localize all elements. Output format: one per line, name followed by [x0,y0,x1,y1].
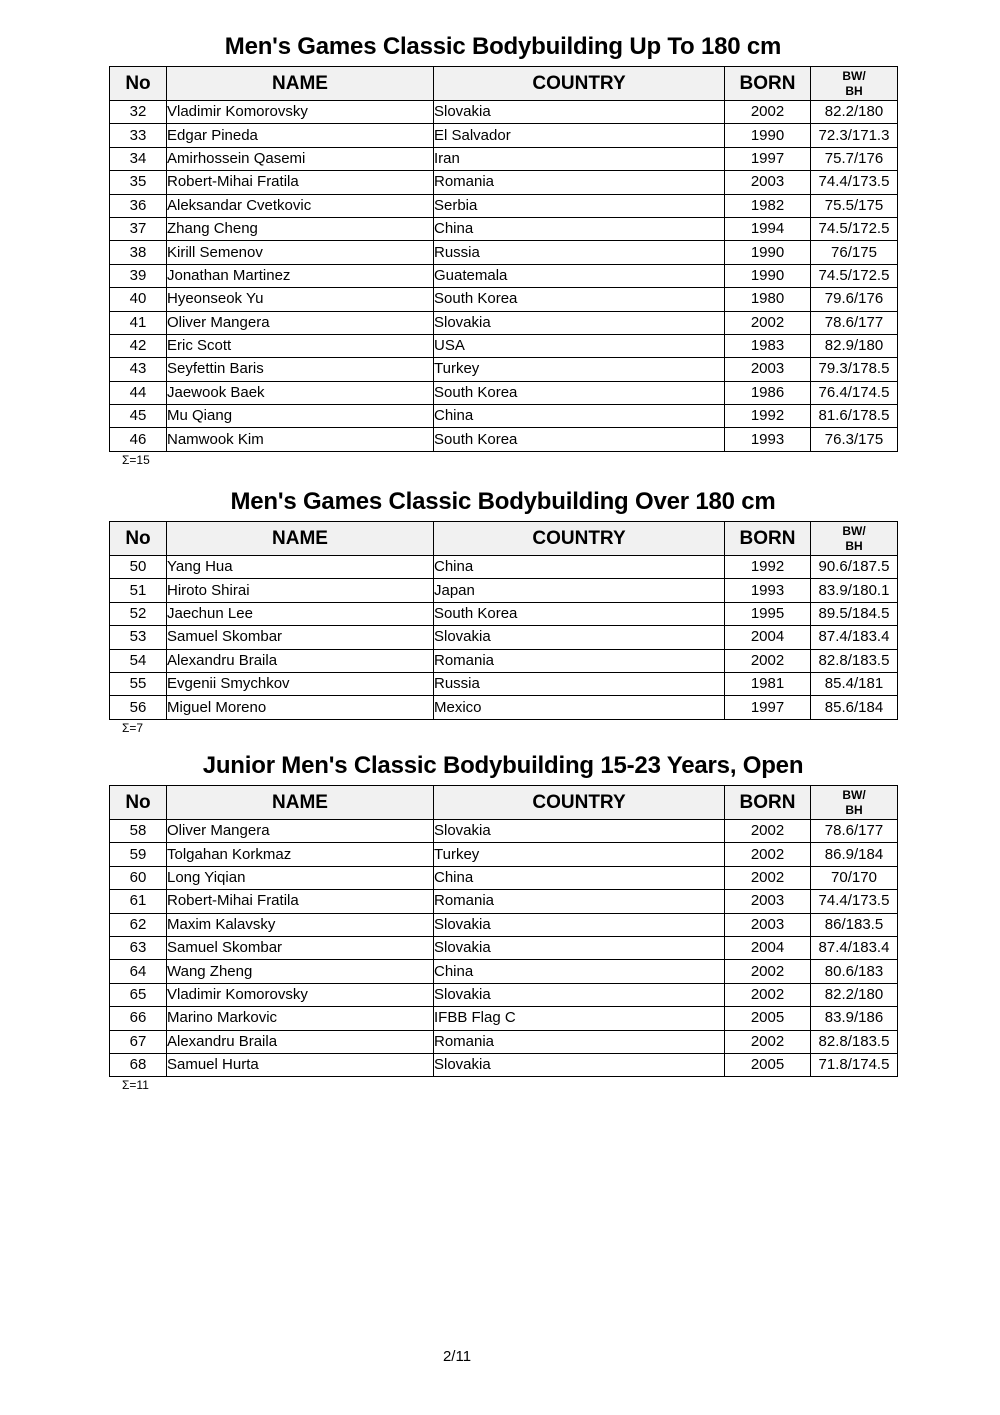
cell-born: 2002 [725,649,811,672]
cell-country: China [434,960,725,983]
table-row [110,124,898,147]
table-row [110,1053,898,1076]
table-row [110,334,898,357]
cell-name: Yang Hua [167,556,434,579]
cell-born: 2004 [725,936,811,959]
table-row [110,288,898,311]
table-row [110,264,898,287]
cell-country: Japan [434,579,725,602]
table-row [110,820,898,843]
cell-no: 52 [110,602,167,625]
cell-name: Zhang Cheng [167,217,434,240]
table-row [110,579,898,602]
cell-country: Slovakia [434,626,725,649]
cell-name: Tolgahan Korkmaz [167,843,434,866]
cell-bwbh: 76/175 [811,241,898,264]
cell-country: Romania [434,649,725,672]
cell-bwbh: 81.6/178.5 [811,405,898,428]
cell-born: 2002 [725,843,811,866]
header-row [110,786,898,820]
cell-no: 53 [110,626,167,649]
cell-born: 2002 [725,820,811,843]
table-row [110,602,898,625]
cell-country: South Korea [434,428,725,451]
table-row [110,381,898,404]
cell-born: 2002 [725,960,811,983]
cell-country: Guatemala [434,264,725,287]
table-row [110,101,898,124]
table-row [110,890,898,913]
cell-name: Jonathan Martinez [167,264,434,287]
cell-name: Jaewook Baek [167,381,434,404]
category-section [109,32,897,468]
header-born: BORN [725,522,811,556]
cell-bwbh: 76.4/174.5 [811,381,898,404]
cell-bwbh: 74.5/172.5 [811,264,898,287]
cell-born: 2002 [725,311,811,334]
cell-country: Slovakia [434,820,725,843]
cell-no: 62 [110,913,167,936]
header-bh: BH [845,83,863,98]
cell-name: Wang Zheng [167,960,434,983]
cell-country: Turkey [434,358,725,381]
cell-name: Eric Scott [167,334,434,357]
cell-name: Marino Markovic [167,1007,434,1030]
cell-no: 67 [110,1030,167,1053]
cell-bwbh: 82.9/180 [811,334,898,357]
cell-bwbh: 74.4/173.5 [811,171,898,194]
header-name: NAME [167,522,434,556]
header-name: NAME [167,786,434,820]
cell-country: USA [434,334,725,357]
table-row [110,194,898,217]
header-country: COUNTRY [434,522,725,556]
cell-name: Long Yiqian [167,866,434,889]
cell-bwbh: 79.3/178.5 [811,358,898,381]
cell-country: China [434,217,725,240]
cell-bwbh: 82.8/183.5 [811,649,898,672]
table-row [110,556,898,579]
header-name: NAME [167,67,434,101]
cell-name: Hyeonseok Yu [167,288,434,311]
cell-name: Mu Qiang [167,405,434,428]
cell-bwbh: 85.6/184 [811,696,898,719]
header-bw: BW/ [842,68,866,83]
cell-born: 2002 [725,866,811,889]
cell-name: Robert-Mihai Fratila [167,890,434,913]
entry-count: Σ=15 [122,452,150,467]
cell-no: 46 [110,428,167,451]
cell-name: Aleksandar Cvetkovic [167,194,434,217]
cell-country: Romania [434,890,725,913]
table-row [110,936,898,959]
cell-bwbh: 80.6/183 [811,960,898,983]
table-row [110,358,898,381]
cell-name: Evgenii Smychkov [167,672,434,695]
cell-country: Mexico [434,696,725,719]
table-row [110,843,898,866]
cell-bwbh: 83.9/180.1 [811,579,898,602]
cell-born: 1983 [725,334,811,357]
header-born: BORN [725,786,811,820]
cell-bwbh: 78.6/177 [811,820,898,843]
page-number: 2/11 [442,1348,472,1365]
header-bw-bh [811,522,898,556]
cell-no: 50 [110,556,167,579]
table-row [110,983,898,1006]
cell-name: Vladimir Komorovsky [167,101,434,124]
table-row [110,311,898,334]
cell-name: Amirhossein Qasemi [167,147,434,170]
cell-name: Hiroto Shirai [167,579,434,602]
cell-bwbh: 79.6/176 [811,288,898,311]
cell-name: Miguel Moreno [167,696,434,719]
cell-bwbh: 70/170 [811,866,898,889]
cell-no: 43 [110,358,167,381]
cell-name: Jaechun Lee [167,602,434,625]
cell-bwbh: 76.3/175 [811,428,898,451]
cell-country: South Korea [434,602,725,625]
cell-country: Serbia [434,194,725,217]
cell-no: 51 [110,579,167,602]
cell-no: 35 [110,171,167,194]
cell-country: Iran [434,147,725,170]
cell-country: Romania [434,171,725,194]
cell-no: 37 [110,217,167,240]
cell-bwbh: 82.8/183.5 [811,1030,898,1053]
cell-country: South Korea [434,288,725,311]
cell-name: Oliver Mangera [167,311,434,334]
results-table [109,785,898,1077]
cell-no: 45 [110,405,167,428]
header-bh: BH [845,802,863,817]
cell-no: 40 [110,288,167,311]
category-title: Men's Games Classic Bodybuilding Up To 180 cm [224,33,782,60]
cell-name: Maxim Kalavsky [167,913,434,936]
cell-country: Slovakia [434,1053,725,1076]
cell-name: Namwook Kim [167,428,434,451]
table-row [110,428,898,451]
cell-no: 55 [110,672,167,695]
cell-born: 1995 [725,602,811,625]
cell-no: 65 [110,983,167,1006]
cell-bwbh: 71.8/174.5 [811,1053,898,1076]
cell-bwbh: 86.9/184 [811,843,898,866]
cell-born: 1990 [725,264,811,287]
cell-bwbh: 72.3/171.3 [811,124,898,147]
cell-bwbh: 89.5/184.5 [811,602,898,625]
cell-bwbh: 75.5/175 [811,194,898,217]
cell-name: Samuel Hurta [167,1053,434,1076]
cell-country: China [434,405,725,428]
table-row [110,405,898,428]
cell-bwbh: 78.6/177 [811,311,898,334]
cell-no: 32 [110,101,167,124]
cell-bwbh: 87.4/183.4 [811,936,898,959]
cell-bwbh: 87.4/183.4 [811,626,898,649]
cell-no: 42 [110,334,167,357]
cell-no: 54 [110,649,167,672]
header-born: BORN [725,67,811,101]
cell-country: China [434,866,725,889]
category-section [109,487,897,736]
cell-born: 1992 [725,405,811,428]
header-country: COUNTRY [434,67,725,101]
cell-bwbh: 85.4/181 [811,672,898,695]
cell-country: Slovakia [434,983,725,1006]
cell-born: 1980 [725,288,811,311]
cell-no: 58 [110,820,167,843]
cell-country: Slovakia [434,101,725,124]
cell-no: 60 [110,866,167,889]
category-section [109,751,897,1093]
entry-count: Σ=7 [122,720,144,735]
cell-born: 2002 [725,101,811,124]
cell-name: Alexandru Braila [167,649,434,672]
cell-no: 56 [110,696,167,719]
cell-name: Samuel Skombar [167,936,434,959]
cell-no: 33 [110,124,167,147]
cell-country: Turkey [434,843,725,866]
cell-name: Robert-Mihai Fratila [167,171,434,194]
cell-born: 1994 [725,217,811,240]
cell-no: 64 [110,960,167,983]
header-row [110,67,898,101]
cell-name: Seyfettin Baris [167,358,434,381]
cell-bwbh: 74.5/172.5 [811,217,898,240]
cell-born: 2003 [725,890,811,913]
cell-bwbh: 82.2/180 [811,983,898,1006]
cell-country: El Salvador [434,124,725,147]
header-row [110,522,898,556]
cell-no: 59 [110,843,167,866]
cell-born: 2004 [725,626,811,649]
table-row [110,217,898,240]
cell-no: 63 [110,936,167,959]
table-row [110,171,898,194]
cell-no: 66 [110,1007,167,1030]
table-row [110,1007,898,1030]
table-row [110,913,898,936]
table-row [110,147,898,170]
cell-country: South Korea [434,381,725,404]
cell-country: Romania [434,1030,725,1053]
cell-country: Slovakia [434,936,725,959]
cell-born: 1981 [725,672,811,695]
cell-name: Oliver Mangera [167,820,434,843]
cell-country: Russia [434,672,725,695]
cell-name: Edgar Pineda [167,124,434,147]
cell-country: Russia [434,241,725,264]
header-country: COUNTRY [434,786,725,820]
cell-born: 1992 [725,556,811,579]
cell-born: 2002 [725,983,811,1006]
cell-no: 39 [110,264,167,287]
cell-bwbh: 82.2/180 [811,101,898,124]
table-row [110,696,898,719]
table-row [110,241,898,264]
table-row [110,649,898,672]
cell-country: Slovakia [434,311,725,334]
category-title: Men's Games Classic Bodybuilding Over 180 cm [230,488,776,515]
cell-born: 2003 [725,171,811,194]
cell-born: 1997 [725,696,811,719]
cell-born: 1990 [725,241,811,264]
cell-born: 2003 [725,913,811,936]
table-row [110,960,898,983]
cell-no: 41 [110,311,167,334]
results-table [109,66,898,452]
cell-no: 61 [110,890,167,913]
cell-bwbh: 75.7/176 [811,147,898,170]
cell-bwbh: 90.6/187.5 [811,556,898,579]
header-no: No [110,67,167,101]
cell-bwbh: 74.4/173.5 [811,890,898,913]
table-row [110,672,898,695]
header-bw-bh [811,67,898,101]
cell-born: 2005 [725,1053,811,1076]
cell-born: 1982 [725,194,811,217]
results-table [109,521,898,720]
cell-born: 1986 [725,381,811,404]
cell-name: Alexandru Braila [167,1030,434,1053]
header-bw: BW/ [842,523,866,538]
cell-born: 2002 [725,1030,811,1053]
header-no: No [110,522,167,556]
cell-no: 38 [110,241,167,264]
cell-bwbh: 83.9/186 [811,1007,898,1030]
cell-no: 34 [110,147,167,170]
cell-bwbh: 86/183.5 [811,913,898,936]
cell-born: 1993 [725,428,811,451]
category-title: Junior Men's Classic Bodybuilding 15-23 Years, Open [202,752,804,779]
header-bh: BH [845,538,863,553]
cell-no: 68 [110,1053,167,1076]
table-row [110,1030,898,1053]
cell-no: 44 [110,381,167,404]
table-row [110,866,898,889]
cell-name: Vladimir Komorovsky [167,983,434,1006]
header-bw-bh [811,786,898,820]
cell-born: 1997 [725,147,811,170]
header-bw: BW/ [842,787,866,802]
cell-born: 1993 [725,579,811,602]
table-row [110,626,898,649]
cell-born: 2005 [725,1007,811,1030]
cell-country: IFBB Flag C [434,1007,725,1030]
cell-country: China [434,556,725,579]
cell-no: 36 [110,194,167,217]
cell-name: Samuel Skombar [167,626,434,649]
cell-country: Slovakia [434,913,725,936]
cell-born: 2003 [725,358,811,381]
header-no: No [110,786,167,820]
entry-count: Σ=11 [122,1078,149,1093]
cell-name: Kirill Semenov [167,241,434,264]
cell-born: 1990 [725,124,811,147]
